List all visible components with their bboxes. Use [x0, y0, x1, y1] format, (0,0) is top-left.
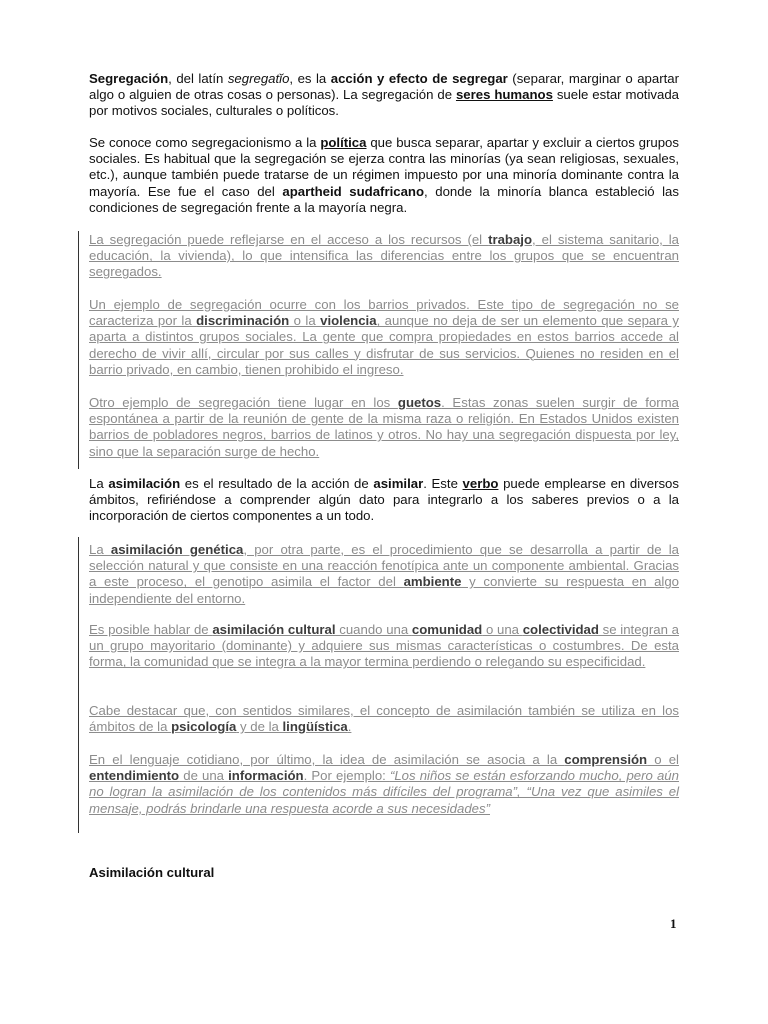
- link-asimilacion-cultural[interactable]: asimilación cultural: [212, 622, 336, 637]
- paragraph-psychology-linguistics: Cabe destacar que, con sentidos similares, el concepto de asimilación también se utiliza en los ámbitos de la psicología y de la lingüística.: [89, 703, 679, 735]
- link-guetos[interactable]: guetos: [397, 395, 442, 410]
- term-asimilacion: asimilación: [108, 476, 181, 491]
- page-number: 1: [670, 916, 677, 931]
- paragraph-segregation-definition: Segregación, del latín segregatĭo, es la acción y efecto de segregar (separar, marginar o apartar algo o alguien de otras cosas o personas). La segregación de seres humanos suele estar motivada por motivos sociales, culturales o políticos.: [89, 71, 679, 119]
- paragraph-private-neighborhoods: Un ejemplo de segregación ocurre con los barrios privados. Este tipo de segregación no se caracteriza por la discriminación o la violencia, aunque no deja de ser un elemento que separa y aparta a distintos grupos sociales. La gente que compra propiedades en estos barrios accede al derecho de vivir allí, circular por sus calles y disfrutar de sus servicios. Quienes no residen en el barrio privado, en cambio, tienen prohibido el ingreso.: [89, 297, 679, 377]
- link-verbo[interactable]: verbo: [462, 476, 499, 491]
- link-violencia[interactable]: violencia: [320, 313, 377, 329]
- term-accion-segregar: acción y efecto de segregar: [330, 71, 508, 86]
- link-colectividad[interactable]: colectividad: [522, 622, 599, 637]
- section-heading: Asimilación cultural: [89, 865, 215, 880]
- paragraph-ghettos: Otro ejemplo de segregación tiene lugar en los guetos. Estas zonas suelen surgir de forma espontánea a partir de la reunión de gente de la misma raza o religión. En Estados Unidos existen barrios de pobladores negros, barrios de latinos y otros. No hay una segregación dispuesta por ley, sino que la separación surge de hecho.: [89, 395, 679, 459]
- change-bar-segregation: [78, 231, 79, 469]
- link-entendimiento[interactable]: entendimiento: [89, 768, 180, 784]
- term-asimilar: asimilar: [373, 476, 424, 491]
- link-discriminacion[interactable]: discriminación: [196, 313, 290, 329]
- example-quotes: “Los niños se están esforzando mucho, pero aún no logran la asimilación de los contenidos más difíciles del programa”, “Una vez que asimiles el mensaje, podrás brindarle una respuesta acorde a sus necesidades”: [89, 768, 679, 816]
- paragraph-segregationism: Se conoce como segregacionismo a la política que busca separar, apartar y excluir a ciertos grupos sociales. Es habitual que la segregación se ejerza contra las minorías (ya sean religiosas, sexuales, etc.), aunque también puede tratarse de un régimen impuesto por una minoría dominante contra la mayoría. Ese fue el caso del apartheid sudafricano, donde la minoría blanca estableció las condiciones de segregación frente a la mayoría negra.: [89, 135, 679, 215]
- link-comprension[interactable]: comprensión: [564, 752, 648, 767]
- link-politica[interactable]: política: [320, 135, 367, 150]
- link-ambiente[interactable]: ambiente: [403, 574, 462, 590]
- link-asimilacion-genetica[interactable]: asimilación genética: [110, 542, 244, 557]
- latin-term: segregatĭo: [227, 71, 290, 86]
- link-informacion[interactable]: información: [228, 768, 304, 784]
- link-trabajo[interactable]: trabajo: [488, 232, 533, 247]
- term-apartheid: apartheid sudafricano: [282, 183, 425, 199]
- link-comunidad[interactable]: comunidad: [411, 622, 483, 637]
- term-segregacion: Segregación: [89, 71, 169, 86]
- paragraph-cultural-assimilation: Es posible hablar de asimilación cultural cuando una comunidad o una colectividad se integran a un grupo mayoritario (dominante) y adquiere sus mismas características o costumbres. De esta forma, la comunidad que se integra a la mayor termina perdiendo o relegando su especificidad.: [89, 622, 679, 670]
- link-psicologia[interactable]: psicología: [171, 719, 237, 735]
- link-linguistica[interactable]: lingüística: [282, 719, 348, 735]
- link-seres-humanos[interactable]: seres humanos: [455, 87, 553, 103]
- paragraph-resources: La segregación puede reflejarse en el acceso a los recursos (el trabajo, el sistema sanitario, la educación, la vivienda), lo que intensifica las diferencias entre los grupos que se encuentran segregados.: [89, 232, 679, 280]
- paragraph-genetic-assimilation: La asimilación genética, por otra parte, es el procedimiento que se desarrolla a partir de la selección natural y que consiste en una reacción fenotípica ante un componente ambiental. Gracias a este proceso, el genotipo asimila el factor del ambiente y convierte su respuesta en algo independiente del entorno.: [89, 542, 680, 606]
- paragraph-everyday-language: En el lenguaje cotidiano, por último, la idea de asimilación se asocia a la comprensión o el entendimiento de una información. Por ejemplo: “Los niños se están esforzando mucho, pero aún no logran la asimilación de los contenidos más difíciles del programa”, “Una vez que asimiles el mensaje, podrás brindarle una respuesta acorde a sus necesidades”: [89, 752, 679, 816]
- paragraph-assimilation-definition: La asimilación es el resultado de la acción de asimilar. Este verbo puede emplearse en diversos ámbitos, refiriéndose a comprender algún dato para integrarlo a los saberes previos o a la incorporación de ciertos componentes a un todo.: [89, 476, 679, 524]
- change-bar-assimilation: [78, 537, 79, 833]
